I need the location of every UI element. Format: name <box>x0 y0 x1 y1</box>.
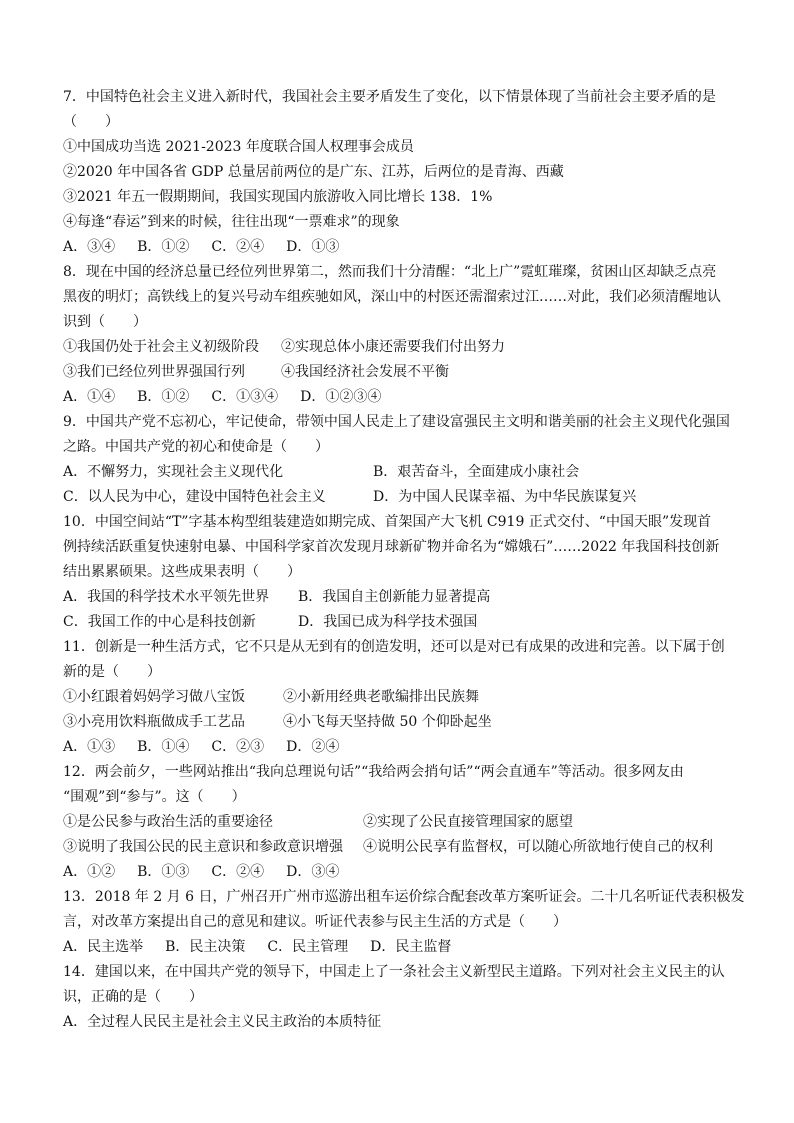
question-stem-line: （ ） <box>63 114 119 130</box>
option-d[interactable]: D．①③ <box>286 239 340 255</box>
statement: ①我国仍处于社会主义初级阶段 <box>63 339 259 355</box>
option-d[interactable]: D．②④ <box>286 739 340 755</box>
statement: ③2021 年五一假期期间，我国实现国内旅游收入同比增长 138．1% <box>63 189 493 205</box>
option-c[interactable]: C．①③④ <box>211 389 279 405</box>
question-stem-line: 识，正确的是（ ） <box>63 989 203 1005</box>
option-row <box>63 460 764 485</box>
option-a[interactable]: A．不懈努力，实现社会主义现代化 <box>63 464 284 480</box>
question-stem-line: 之路。中国共产党的初心和使命是（ ） <box>63 439 329 455</box>
question-stem-line: 11．创新是一种生活方式，它不只是从无到有的创造发明，还可以是对已有成果的改进和完善。以下属于创 <box>63 639 725 655</box>
question-stem-line: 12．两会前夕，一些网站推出“我向总理说句话”“我给两会捎句话”“两会直通车”等活动。很多网友由 <box>63 764 684 780</box>
question-stem-line: 例持续活跃重复快速射电暴、中国科学家首次发现月球新矿物并命名为“嫦娥石”……2022 年我国科技创新 <box>63 539 720 555</box>
option-b[interactable]: B．①③ <box>137 864 190 880</box>
statement: ②2020 年中国各省 GDP 总量居前两位的是广东、江苏，后两位的是青海、西藏 <box>63 164 564 180</box>
option-d[interactable]: D．①②③④ <box>300 389 382 405</box>
option-d[interactable]: D．我国已成为科学技术强国 <box>298 614 478 630</box>
statement-row <box>63 335 764 360</box>
answer-options <box>63 860 764 885</box>
question-stem-line: 识到（ ） <box>63 314 147 330</box>
option-d[interactable]: D．为中国人民谋幸福、为中华民族谋复兴 <box>373 489 637 505</box>
question-14 <box>63 960 764 1035</box>
question-stem-line: 黑夜的明灯；高铁线上的复兴号动车组疾驰如风，深山中的村医还需溜索过江……对此，我们必须清醒地认 <box>63 289 721 305</box>
question-stem-line: 7．中国特色社会主义进入新时代，我国社会主要矛盾发生了变化，以下情景体现了当前社会主要矛盾的是 <box>63 89 716 105</box>
option-b[interactable]: B．我国自主创新能力显著提高 <box>298 589 491 605</box>
statement: ①中国成功当选 2021-2023 年度联合国人权理事会成员 <box>63 139 414 155</box>
statement: ②小新用经典老歌编排出民族舞 <box>283 689 479 705</box>
statement-row <box>63 810 764 835</box>
statement-row <box>63 710 764 735</box>
answer-options <box>63 935 764 960</box>
question-stem-line: 10．中国空间站“T”字基本构型组装建造如期完成、首架国产大飞机 C919 正式交付、“中国天眼”发现首 <box>63 514 712 530</box>
option-row <box>63 610 764 635</box>
question-stem-line: 8．现在中国的经济总量已经位列世界第二，然而我们十分清醒：“北上广”霓虹璀璨，贫困山区却缺乏点亮 <box>63 264 717 280</box>
question-11 <box>63 635 764 760</box>
statement-row <box>63 685 764 710</box>
statement: ①是公民参与政治生活的重要途径 <box>63 814 273 830</box>
question-13 <box>63 885 764 960</box>
statement-row <box>63 835 764 860</box>
statement: ④我国经济社会发展不平衡 <box>281 364 449 380</box>
option-a[interactable]: A．①③ <box>63 739 116 755</box>
statement: ③小亮用饮料瓶做成手工艺品 <box>63 714 245 730</box>
answer-options <box>63 385 764 410</box>
question-12 <box>63 760 764 885</box>
statement: ②实现了公民直接管理国家的愿望 <box>363 814 573 830</box>
option-c[interactable]: C．②④ <box>211 239 265 255</box>
option-a[interactable]: A．①② <box>63 864 116 880</box>
option-a[interactable]: A．①④ <box>63 389 116 405</box>
option-row <box>63 585 764 610</box>
statement: ①小红跟着妈妈学习做八宝饭 <box>63 689 245 705</box>
statement: ③说明了我国公民的民主意识和参政意识增强 <box>63 839 343 855</box>
question-stem-line: 14．建国以来，在中国共产党的领导下，中国走上了一条社会主义新型民主道路。下列对社会主义民主的认 <box>63 964 725 980</box>
question-stem-line: 言，对改革方案提出自己的意见和建议。听证代表参与民主生活的方式是（ ） <box>63 914 567 930</box>
option-b[interactable]: B．①② <box>137 389 190 405</box>
option-c[interactable]: C．②③ <box>211 739 265 755</box>
statement: ④每逢“春运”到来的时候，往往出现“一票难求”的现象 <box>63 214 400 230</box>
option-b[interactable]: B．①② <box>137 239 190 255</box>
option-a[interactable]: A．民主选举 <box>63 939 144 955</box>
question-10 <box>63 510 764 635</box>
option-d[interactable]: D．③④ <box>286 864 340 880</box>
option-b[interactable]: B．①④ <box>137 739 190 755</box>
question-stem-line: 结出累累硕果。这些成果表明（ ） <box>63 564 301 580</box>
option-b[interactable]: B．民主决策 <box>165 939 246 955</box>
statement-row <box>63 360 764 385</box>
statement: ④说明公民享有监督权，可以随心所欲地行使自己的权利 <box>363 839 713 855</box>
option-b[interactable]: B．艰苦奋斗，全面建成小康社会 <box>373 464 580 480</box>
answer-options <box>63 235 764 260</box>
statement: ③我们已经位列世界强国行列 <box>63 364 245 380</box>
option-a[interactable]: A．全过程人民民主是社会主义民主政治的本质特征 <box>63 1014 382 1030</box>
option-c[interactable]: C．②④ <box>211 864 265 880</box>
question-stem-line: 新的是（ ） <box>63 664 161 680</box>
answer-options <box>63 735 764 760</box>
statement: ④小飞每天坚持做 50 个仰卧起坐 <box>283 714 492 730</box>
option-c[interactable]: C．我国工作的中心是科技创新 <box>63 614 256 630</box>
question-stem-line: 13．2018 年 2 月 6 日，广州召开广州市巡游出租车运价综合配套改革方案听证会。二十几名听证代表积极发 <box>63 889 745 905</box>
option-row <box>63 485 764 510</box>
option-d[interactable]: D．民主监督 <box>370 939 452 955</box>
question-8 <box>63 260 764 410</box>
option-c[interactable]: C．民主管理 <box>267 939 349 955</box>
option-a[interactable]: A．我国的科学技术水平领先世界 <box>63 589 270 605</box>
option-a[interactable]: A．③④ <box>63 239 116 255</box>
question-stem-line: 9．中国共产党不忘初心，牢记使命，带领中国人民走上了建设富强民主文明和谐美丽的社会主义现代化强国 <box>63 414 730 430</box>
question-stem-line: “围观”到“参与”。这（ ） <box>63 789 246 805</box>
question-7 <box>63 85 764 260</box>
option-c[interactable]: C．以人民为中心，建设中国特色社会主义 <box>63 489 326 505</box>
question-9 <box>63 410 764 510</box>
statement: ②实现总体小康还需要我们付出努力 <box>281 339 505 355</box>
